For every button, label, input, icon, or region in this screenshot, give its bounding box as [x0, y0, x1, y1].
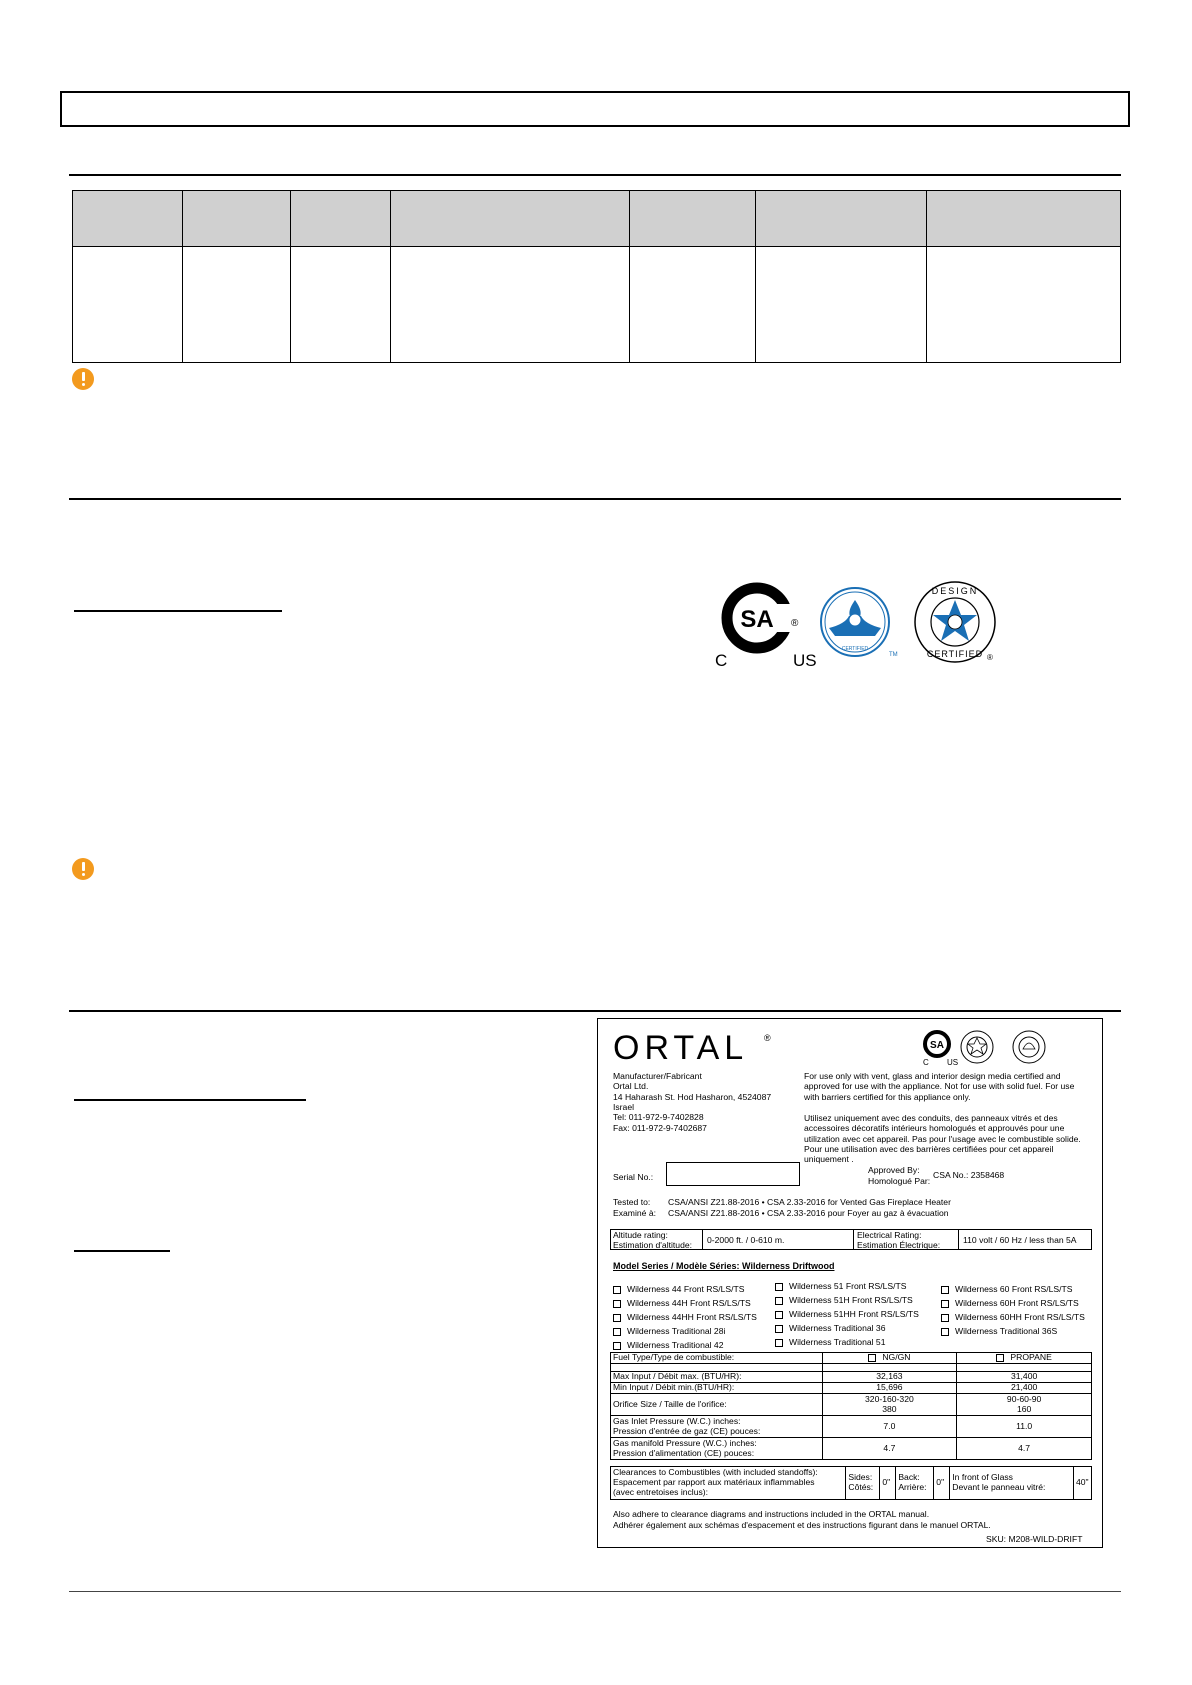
- checkbox-icon: [613, 1300, 621, 1308]
- svg-text:DESIGN: DESIGN: [931, 586, 979, 596]
- table-row: [611, 1467, 1092, 1500]
- heading-underline: [74, 1099, 306, 1101]
- rating-label: ORTAL ® SA C US Manufacturer/Fabricant Ortal Ltd. 14 Haharash St. Hod Hasharon, 4524087 Israel Tel: 011-972-9-7402828 Fax: 011-972-9-7402687 For use only with vent, glass and interior design media certified and approved for use with the appliance. Not for use with solid fuel. For use with barriers certified for this appliance only. Utilisez uniquement avec des conduits, des panneaux vitrés et des accessoires décoratifs intérieurs homologués et approuvés pour une utilization avec cet appareil. Pas pour l'usage avec le combustible solide. Pour une utilisation avec des barrières certifiées pour cet appareil uniquement . Serial No.: Approved By: Homologué Par: CSA No.: 2358468 Tested to: CSA/ANSI Z21.88-2016 • CSA 2.33-2016 for Vented Gas Fireplace Heater Examiné à: CSA/ANSI Z21.88-2016 • CSA 2.33-2016 pour Foyer au gaz à évacuation Altitude rating: Estimation d'altitude: 0-2000 ft. / 0-610 m. Electrical Rating: Estimation Électrique: 110 volt / 60 Hz / less than 5A Model Series / Modèle Séries: Wilderness Driftwood Wilderness 44 Front RS/LS/TS Wilderness 44H Front RS/LS/TS Wilderness 44HH Front RS/LS/TS Wilderness Traditional 28i Wilderness Traditional 42 Wilderness 51 Front RS/LS/TS Wilderness 51H Front RS/LS/TS Wilderness 51HH Front RS/LS/TS Wilderness Traditional 36 Wilderness Traditional 51 Wilderness 60 Front RS/LS/TS Wilderness 60H Front RS/LS/TS Wilderness 60HH Front RS/LS/TS Wilderness Traditional 36S Fuel Type/Type de combustible: NG/GN PROPANE Max Input / Débit max. (BTU/HR): 32,163 31,400 Min Input / Débit min.(BTU/HR): 15,696 21,400 Orifice Size / Taille de l'orifice: 320-160-320 380 90-60-90 160 Gas Inlet Pressure (W.C.) inches: Pression d'entrée de gaz (CE) pouces: 7.0 11.0 Gas manifold Pressure (W.C.) inches: Pression d'alimentation (CE) pouces: 4.7 4.7 Clearances to Combustibles (with included standoffs): Espacement par rapport aux matériaux inflammables (avec entretoises inclus): Sides: Côtés: 0" Back: Arrière: 0" In front of Glass Devant le panneau vitré: 40" Also adhere to clearance diagrams and instructions included in the ORTAL manual. Adhérer également aux schémas d'espacement et des instructions figurant dans le manuel ORTAL. SKU: M208-WILD-DRIFT: [597, 1018, 1103, 1548]
- table-header-cell: [391, 191, 630, 247]
- manufacturer-line: Fax: 011-972-9-7402687: [613, 1122, 707, 1133]
- serial-label: Serial No.:: [613, 1172, 654, 1182]
- back-label: Back: Arrière:: [896, 1467, 934, 1500]
- table-row: Gas manifold Pressure (W.C.) inches: Pression d'alimentation (CE) pouces: 4.7 4.7: [611, 1438, 1092, 1460]
- tested-to-value: CSA/ANSI Z21.88-2016 • CSA 2.33-2016 for Vented Gas Fireplace Heater: [668, 1197, 951, 1207]
- sides-label: Sides: Côtés:: [846, 1467, 880, 1500]
- ratings-box: [610, 1229, 1092, 1250]
- manufacturer-line: Manufacturer/Fabricant: [613, 1071, 702, 1081]
- svg-text:SA: SA: [740, 606, 774, 633]
- svg-text:TM: TM: [889, 652, 898, 658]
- fuel-lp-cell: PROPANE: [957, 1353, 1092, 1364]
- checkbox-icon: [775, 1297, 783, 1305]
- svg-text:CERTIFIED: CERTIFIED: [841, 646, 869, 652]
- altitude-label: Altitude rating:: [613, 1230, 668, 1240]
- table-row: Orifice Size / Taille de l'orifice: 320-160-320 380 90-60-90 160: [611, 1394, 1092, 1416]
- heading-underline: [74, 1250, 170, 1252]
- model-item: Wilderness 51HH Front RS/LS/TS: [775, 1309, 919, 1323]
- csa-us-text: US: [793, 651, 817, 670]
- model-column-2: [775, 1281, 919, 1351]
- model-item: Wilderness 60 Front RS/LS/TS: [941, 1284, 1085, 1298]
- checkbox-icon: [613, 1286, 621, 1294]
- checkbox-icon: [868, 1354, 876, 1362]
- warning-icon: [72, 858, 94, 880]
- model-item: Wilderness 44H Front RS/LS/TS: [613, 1298, 757, 1312]
- csa-c-text: C: [715, 651, 728, 670]
- svg-text:CERTIFIED: CERTIFIED: [926, 649, 984, 659]
- design-certified-logo: [915, 582, 995, 662]
- table-cell: [756, 247, 927, 363]
- certification-logos: [715, 580, 1005, 670]
- clearances-label: Clearances to Combustibles (with included standoffs): Espacement par rapport aux matériaux inflammables (avec entretoises inclus):: [611, 1467, 846, 1500]
- glass-value: 40": [1073, 1467, 1091, 1500]
- model-item: Wilderness 44HH Front RS/LS/TS: [613, 1312, 757, 1326]
- svg-text:US: US: [947, 1058, 959, 1067]
- model-item: Wilderness Traditional 36: [775, 1323, 919, 1337]
- ortal-logo: ORTAL: [613, 1029, 749, 1067]
- approved-by: Approved By:: [868, 1165, 920, 1175]
- model-item: Wilderness 44 Front RS/LS/TS: [613, 1284, 757, 1298]
- checkbox-icon: [775, 1283, 783, 1291]
- svg-text:SA: SA: [930, 1040, 944, 1051]
- serial-field: [666, 1162, 800, 1186]
- fuel-type-label: Fuel Type/Type de combustible:: [611, 1353, 823, 1364]
- altitude-label-fr: Estimation d'altitude:: [613, 1240, 693, 1250]
- table-row: Max Input / Débit max. (BTU/HR): 32,163 31,400: [611, 1372, 1092, 1383]
- svg-text:C: C: [923, 1058, 929, 1067]
- model-item: Wilderness 60H Front RS/LS/TS: [941, 1298, 1085, 1312]
- table-cell: [391, 247, 630, 363]
- checkbox-icon: [941, 1286, 949, 1294]
- table-header-cell: [927, 191, 1121, 247]
- checkbox-icon: [613, 1342, 621, 1350]
- sides-value: 0": [880, 1467, 896, 1500]
- model-column-3: [941, 1284, 1085, 1340]
- model-item: Wilderness 51 Front RS/LS/TS: [775, 1281, 919, 1295]
- checkbox-icon: [775, 1325, 783, 1333]
- csa-cus-logo: [715, 588, 817, 670]
- model-item: Wilderness Traditional 42: [613, 1340, 757, 1354]
- model-column-1: [613, 1284, 757, 1354]
- table-row: Min Input / Débit min.(BTU/HR): 15,696 21,400: [611, 1383, 1092, 1394]
- table-cell: [630, 247, 756, 363]
- model-item: Wilderness 51H Front RS/LS/TS: [775, 1295, 919, 1309]
- table-cell: [291, 247, 391, 363]
- checkbox-icon: [775, 1311, 783, 1319]
- table-cell: [73, 247, 183, 363]
- checkbox-icon: [941, 1300, 949, 1308]
- electrical-label-fr: Estimation Électrique:: [857, 1240, 941, 1250]
- model-item: Wilderness Traditional 28i: [613, 1326, 757, 1340]
- electrical-value: 110 volt / 60 Hz / less than 5A: [963, 1235, 1077, 1245]
- glass-label: In front of Glass Devant le panneau vitré:: [950, 1467, 1074, 1500]
- heading-underline: [74, 610, 282, 612]
- table-header-cell: [73, 191, 183, 247]
- examine-label: Examiné à:: [613, 1208, 656, 1218]
- altitude-value: 0-2000 ft. / 0-610 m.: [707, 1235, 785, 1245]
- clearances-table: [610, 1466, 1092, 1500]
- warning-icon: [72, 368, 94, 390]
- model-item: Wilderness Traditional 36S: [941, 1326, 1085, 1340]
- section-divider-3: [69, 1010, 1121, 1012]
- adhere-note-en: Also adhere to clearance diagrams and instructions included in the ORTAL manual.: [613, 1509, 930, 1519]
- csa-blue-flame-logo: [821, 588, 898, 658]
- table-cell: [183, 247, 291, 363]
- model-item: Wilderness Traditional 51: [775, 1337, 919, 1351]
- checkbox-icon: [613, 1328, 621, 1336]
- svg-text:®: ®: [791, 618, 799, 629]
- table-row: [611, 1353, 1092, 1364]
- section-divider-1: [69, 174, 1121, 176]
- model-item: Wilderness 60HH Front RS/LS/TS: [941, 1312, 1085, 1326]
- section-divider-2: [69, 498, 1121, 500]
- table-row: Gas Inlet Pressure (W.C.) inches: Pression d'entrée de gaz (CE) pouces: 7.0 11.0: [611, 1416, 1092, 1438]
- examine-value: CSA/ANSI Z21.88-2016 • CSA 2.33-2016 pour Foyer au gaz à évacuation: [668, 1208, 949, 1218]
- back-value: 0": [934, 1467, 950, 1500]
- homologue-par: Homologué Par:: [868, 1176, 931, 1186]
- manufacturer-line: Ortal Ltd.: [613, 1081, 649, 1092]
- performance-table: [610, 1352, 1092, 1460]
- table-header-cell: [291, 191, 391, 247]
- table-header-cell: [183, 191, 291, 247]
- model-series-title: Model Series / Modèle Séries: Wilderness Driftwood: [613, 1261, 835, 1271]
- manufacturer-line: 14 Haharash St. Hod Hasharon, 4524087: [613, 1091, 772, 1102]
- table-row: [73, 247, 1121, 363]
- electrical-label: Electrical Rating:: [857, 1230, 922, 1240]
- manufacturer-line: Tel: 011-972-9-7402828: [613, 1112, 704, 1123]
- footer-divider: [69, 1591, 1121, 1592]
- checkbox-icon: [613, 1314, 621, 1322]
- sku: SKU: M208-WILD-DRIFT: [986, 1534, 1083, 1544]
- use-statement-fr: Utilisez uniquement avec des conduits, des panneaux vitrés et des accessoires décoratifs intérieurs homologués et approuvés pour une utilization avec cet appareil. Pas pour l'usage avec le combustible solide. Pour une utilisation avec des barrières certifiées pour cet appareil uniquement .: [804, 1113, 1081, 1165]
- manufacturer-block: [613, 1071, 803, 1133]
- csa-number: CSA No.: 2358468: [933, 1170, 1005, 1180]
- spec-table-header-row: [73, 191, 1121, 247]
- csa-logos-svg: [715, 580, 1005, 670]
- manufacturer-line: Israel: [613, 1101, 635, 1112]
- checkbox-icon: [941, 1314, 949, 1322]
- label-cert-logos: [921, 1027, 1051, 1067]
- spec-table: [72, 190, 1121, 363]
- title-box: [60, 91, 1130, 127]
- use-statement-en: For use only with vent, glass and interior design media certified and approved for use with the appliance. Not for use with solid fuel. For use with barriers certified for this appliance only.: [804, 1071, 1075, 1102]
- table-header-cell: [756, 191, 927, 247]
- table-cell: [927, 247, 1121, 363]
- checkbox-icon: [775, 1339, 783, 1347]
- table-header-cell: [630, 191, 756, 247]
- checkbox-icon: [941, 1328, 949, 1336]
- fuel-ng-cell: NG/GN: [822, 1353, 957, 1364]
- adhere-note-fr: Adhérer également aux schémas d'espacement et des instructions figurant dans le manuel ORTAL.: [613, 1520, 991, 1530]
- svg-text:®: ®: [987, 653, 993, 662]
- checkbox-icon: [996, 1354, 1004, 1362]
- tested-to-label: Tested to:: [613, 1197, 651, 1207]
